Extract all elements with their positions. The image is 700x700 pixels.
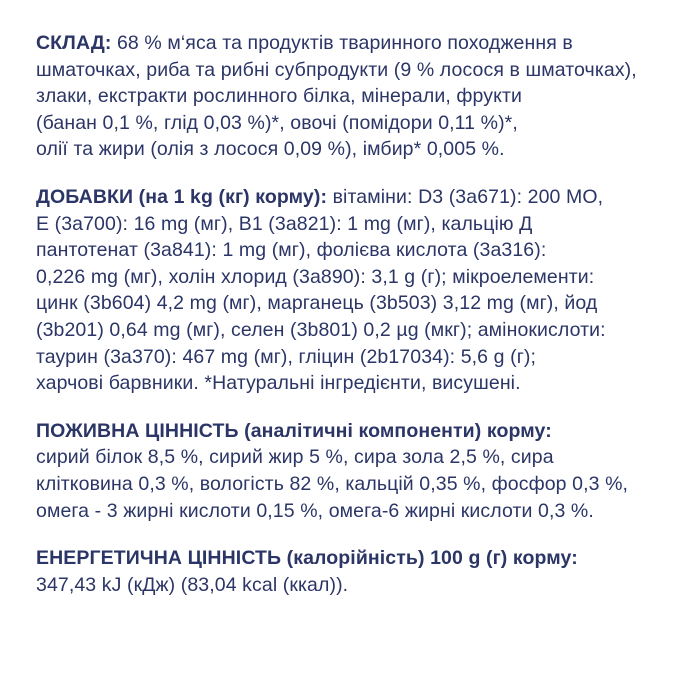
label-text-block	[36, 30, 686, 598]
composition-line: олії та жири (олія з лосося 0,09 %), імбир* 0,005 %.	[36, 138, 505, 161]
composition-line: шматочках, риба та рибні субпродукти (9 % лосося в шматочках),	[36, 58, 637, 81]
additives-heading: ДОБАВКИ (на 1 kg (кг) корму):	[36, 185, 328, 208]
additives-line: пантотенат (3a841): 1 mg (мг), фолієва кислота (3a316):	[36, 239, 547, 262]
energy-heading: ЕНЕРГЕТИЧНА ЦІННІСТЬ (калорійність) 100 g (г) корму:	[36, 547, 578, 570]
nutrition-line: сирий білок 8,5 %, сирий жир 5 %, сира зола 2,5 %, сира	[36, 446, 554, 469]
additives-line	[36, 184, 686, 211]
composition-text: 68 % м‘яса та продуктів тваринного походження в	[111, 32, 573, 54]
energy-line	[36, 545, 686, 572]
additives-line: (3b201) 0,64 mg (мг), селен (3b801) 0,2 µg (мкг); амінокислоти:	[36, 318, 606, 341]
nutrition-heading: ПОЖИВНА ЦІННІСТЬ (аналітичні компоненти) корму:	[36, 419, 552, 442]
composition-line: (банан 0,1 %, глід 0,03 %)*, овочі (помідори 0,11 %)*,	[36, 111, 518, 134]
composition-section	[36, 30, 686, 163]
additives-section	[36, 184, 686, 397]
nutrition-section	[36, 418, 686, 524]
nutrition-line: клітковина 0,3 %, вологість 82 %, кальцій 0,35 %, фосфор 0,3 %,	[36, 472, 629, 495]
composition-heading: СКЛАД:	[36, 32, 112, 54]
composition-line: злаки, екстракти рослинного білка, мінерали, фрукти	[36, 85, 522, 108]
energy-section	[36, 545, 686, 598]
energy-line: 347,43 kJ (кДж) (83,04 kcal (ккал)).	[36, 573, 349, 596]
additives-line: E (3a700): 16 mg (мг), B1 (3a821): 1 mg (мг), кальцію Д	[36, 212, 533, 235]
additives-line: таурин (3a370): 467 mg (мг), гліцин (2b17034): 5,6 g (г);	[36, 345, 537, 368]
additives-line: харчові барвники. *Натуральні інгредієнти, висушені.	[36, 372, 521, 395]
composition-line	[36, 30, 686, 57]
nutrition-line: омега - 3 жирні кислоти 0,15 %, омега-6 жирні кислоти 0,3 %.	[36, 499, 594, 522]
nutrition-line	[36, 418, 686, 445]
additives-line: 0,226 mg (мг), холін хлорид (3a890): 3,1 g (г); мікроелементи:	[36, 265, 595, 288]
additives-line: цинк (3b604) 4,2 mg (мг), марганець (3b503) 3,12 mg (мг), йод	[36, 292, 598, 315]
additives-text: вітаміни: D3 (3a671): 200 МО,	[327, 185, 604, 208]
